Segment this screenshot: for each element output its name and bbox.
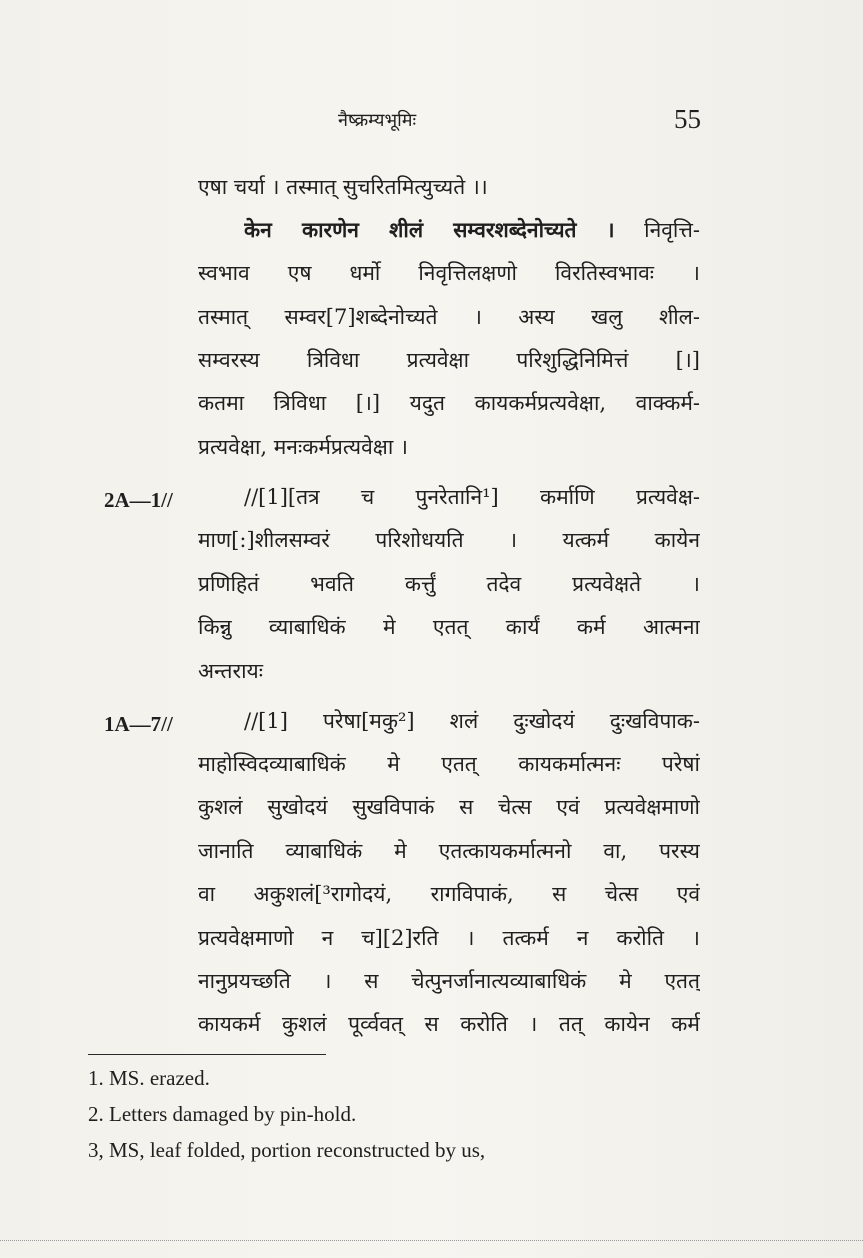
section-heading: केन कारणेन शीलं सम्वरशब्देनोच्यते । — [244, 217, 615, 242]
folio-marker: 2A—1// — [104, 488, 173, 512]
footnote: 2. Letters damaged by pin-hold. — [88, 1102, 357, 1126]
running-title: नैष्क्रम्यभूमिः — [338, 110, 417, 131]
text-line: माहोस्विदव्याबाधिकं मे एतत् कायकर्मात्मनः परेषां — [198, 752, 700, 776]
text-line — [244, 213, 700, 247]
text-line: //[1] परेषा[मकु²] शलं दुःखोदयं दुःखविपाक- — [244, 709, 700, 733]
text-line: प्रणिहितं भवति कर्त्तुं तदेव प्रत्यवेक्षते । — [198, 572, 700, 596]
text-line: नानुप्रयच्छति । स चेत्पुनर्जानात्यव्याबाधिकं मे एतत् — [198, 969, 700, 993]
page-number: 55 — [674, 104, 701, 134]
text-line: अन्तरायः — [198, 659, 263, 683]
text-line: तस्मात् सम्वर[7]शब्देनोच्यते । अस्य खलु शील- — [198, 305, 700, 329]
text-line: कायकर्म कुशलं पूर्व्ववत् स करोति । तत् कायेन कर्म — [198, 1012, 700, 1036]
text-line: सम्वरस्य त्रिविधा प्रत्यवेक्षा परिशुद्धिनिमित्तं [।] — [198, 348, 700, 372]
text-line: वा अकुशलं[³रागोदयं, रागविपाकं, स चेत्स एवं — [198, 882, 700, 906]
text-line: कुशलं सुखोदयं सुखविपाकं स चेत्स एवं प्रत्यवेक्षमाणो — [198, 795, 700, 819]
footnote: 1. MS. erazed. — [88, 1066, 210, 1090]
running-header — [0, 104, 863, 138]
text-line: जानाति व्याबाधिकं मे एतत्कायकर्मात्मनो वा, परस्य — [198, 839, 700, 863]
footnote-separator — [88, 1054, 326, 1055]
text-line: स्वभाव एष धर्मो निवृत्तिलक्षणो विरतिस्वभावः । — [198, 261, 700, 285]
text-line: प्रत्यवेक्षमाणो न च][2]रति । तत्कर्म न करोति । — [198, 926, 700, 950]
page-edge — [0, 1240, 863, 1241]
text-line: प्रत्यवेक्षा, मनःकर्मप्रत्यवेक्षा । — [198, 435, 408, 459]
text-line: किन्नु व्याबाधिकं मे एतत् कार्यं कर्म आत्मना — [198, 615, 700, 639]
text-line: एषा चर्या । तस्मात् सुचरितमित्युच्यते ।। — [198, 175, 488, 199]
text-line: कतमा त्रिविधा [।] यदुत कायकर्मप्रत्यवेक्षा, वाक्कर्म- — [198, 391, 700, 415]
text-fragment: निवृत्ति- — [644, 218, 700, 242]
folio-marker: 1A—7// — [104, 712, 173, 736]
text-line: //[1][तत्र च पुनरेतानि¹] कर्माणि प्रत्यवेक्ष- — [244, 485, 700, 509]
text-line: माण[:]शीलसम्वरं परिशोधयति । यत्कर्म कायेन — [198, 528, 700, 552]
footnote: 3, MS, leaf folded, portion reconstructed by us, — [88, 1138, 486, 1162]
